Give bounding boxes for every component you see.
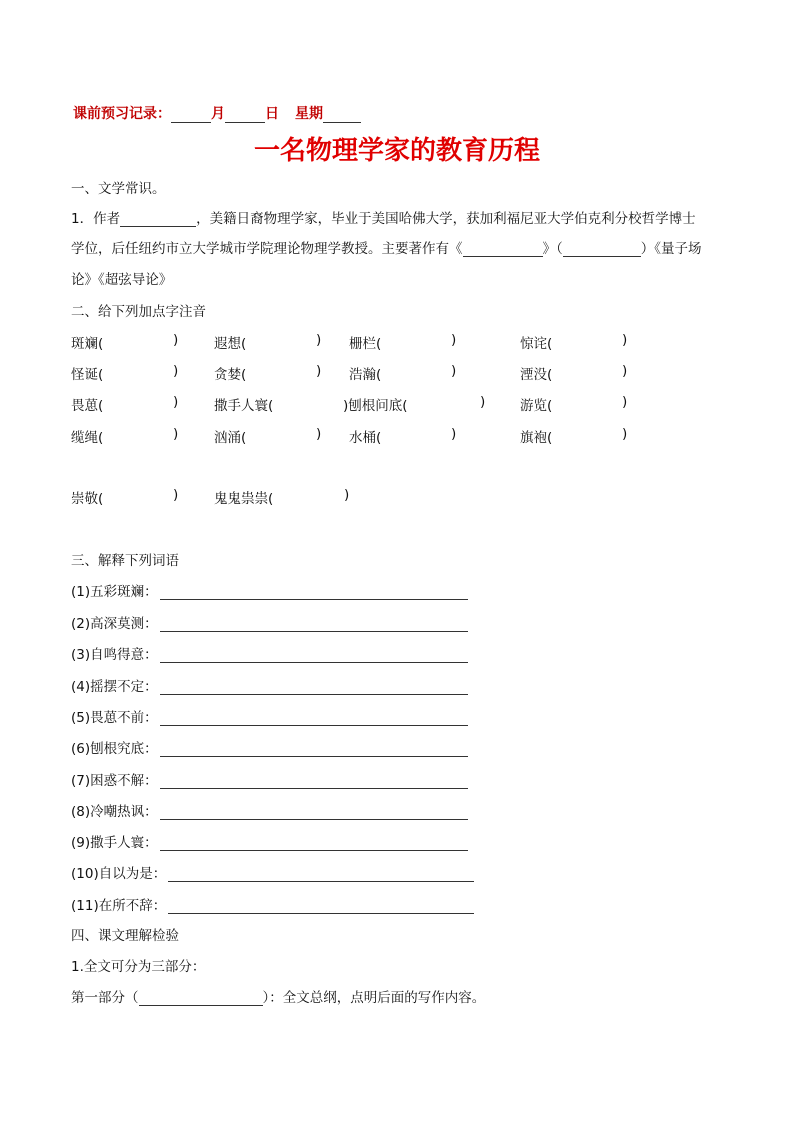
- pinyin-close: ): [173, 394, 179, 410]
- definition-row: [71, 769, 468, 789]
- weekday-label: 星期: [295, 106, 323, 122]
- pinyin-close: ): [173, 363, 179, 379]
- pinyin-item: 贪婪(: [214, 367, 247, 383]
- author-label: 1．作者: [71, 211, 121, 227]
- section-1-line-3: 论》《超弦导论》: [71, 272, 173, 288]
- definition-label: (3)自鸣得意：: [71, 647, 158, 663]
- definition-row: [71, 894, 474, 914]
- pinyin-close: ): [316, 426, 322, 442]
- section-1-line-1: [71, 207, 696, 227]
- pinyin-item: 游览(: [520, 398, 553, 414]
- definition-blank[interactable]: [160, 836, 468, 851]
- pinyin-close: ): [622, 426, 628, 442]
- pinyin-close: ): [173, 426, 179, 442]
- part-1-label: 第一部分（: [71, 990, 139, 1006]
- definition-label: (9)撒手人寰：: [71, 835, 158, 851]
- definition-row: [71, 800, 468, 820]
- definition-row: [71, 643, 468, 663]
- definition-blank[interactable]: [168, 899, 474, 914]
- pinyin-close: ): [622, 363, 628, 379]
- section-1-heading: 一、文学常识。: [71, 181, 166, 197]
- pinyin-close: ): [451, 363, 457, 379]
- works-separator: 》（: [542, 241, 563, 257]
- section-1-line-2: [71, 237, 702, 257]
- preview-record-label: 课前预习记录：: [73, 106, 171, 122]
- pinyin-item: 湮没(: [520, 367, 553, 383]
- definition-row: [71, 706, 468, 726]
- month-label: 月: [211, 106, 225, 122]
- definition-row: [71, 737, 468, 757]
- pinyin-item: 浩瀚(: [349, 367, 382, 383]
- preview-record-header: [73, 103, 361, 123]
- definition-blank[interactable]: [160, 585, 468, 600]
- pinyin-item: 斑斓(: [71, 336, 104, 352]
- pinyin-close: ): [480, 394, 486, 410]
- pinyin-close: ): [316, 363, 322, 379]
- definition-blank[interactable]: [168, 867, 474, 882]
- pinyin-item: 畏葸(: [71, 398, 104, 414]
- definition-label: (6)刨根究底：: [71, 741, 158, 757]
- section-2-heading: 二、给下列加点字注音: [71, 304, 206, 320]
- page-title: 一名物理学家的教育历程: [253, 136, 540, 166]
- author-blank[interactable]: [120, 211, 196, 227]
- author-bio-text: ，美籍日裔物理学家，毕业于美国哈佛大学，获加利福尼亚大学伯克利分校哲学博士: [196, 211, 696, 227]
- part-1-description: ）：全文总纲，点明后面的写作内容。: [262, 990, 486, 1006]
- definition-blank[interactable]: [160, 711, 468, 726]
- definition-label: (8)冷嘲热讽：: [71, 804, 158, 820]
- definition-label: (4)摇摆不定：: [71, 679, 158, 695]
- pinyin-close: ): [622, 332, 628, 348]
- definition-blank[interactable]: [160, 742, 468, 757]
- pinyin-item: 旗袍(: [520, 430, 553, 446]
- pinyin-item: 惊诧(: [520, 336, 553, 352]
- weekday-blank[interactable]: [323, 108, 361, 123]
- definition-label: (2)高深莫测：: [71, 616, 158, 632]
- pinyin-item: 水桶(: [349, 430, 382, 446]
- pinyin-close: ): [173, 487, 179, 503]
- work-1-blank[interactable]: [463, 241, 543, 257]
- definition-blank[interactable]: [160, 774, 468, 789]
- day-label: 日: [265, 106, 279, 122]
- pinyin-item: )刨根问底(: [343, 398, 408, 414]
- pinyin-close: ): [344, 487, 350, 503]
- pinyin-close: ): [316, 332, 322, 348]
- definition-row: [71, 675, 468, 695]
- work-2-blank[interactable]: [563, 241, 641, 257]
- definition-blank[interactable]: [160, 680, 468, 695]
- works-text: 学位，后任纽约市立大学城市学院理论物理学教授。主要著作有《: [71, 241, 463, 257]
- definition-label: (5)畏葸不前：: [71, 710, 158, 726]
- pinyin-item: 缆绳(: [71, 430, 104, 446]
- definition-label: (10)自以为是：: [71, 866, 167, 882]
- pinyin-close: ): [622, 394, 628, 410]
- definition-label: (7)困惑不解：: [71, 773, 158, 789]
- definition-row: [71, 862, 474, 882]
- definition-blank[interactable]: [160, 617, 468, 632]
- month-blank[interactable]: [171, 108, 211, 123]
- definition-row: [71, 831, 468, 851]
- part-1-blank[interactable]: [139, 990, 263, 1006]
- pinyin-item: 遐想(: [214, 336, 247, 352]
- pinyin-item: 崇敬(: [71, 491, 104, 507]
- pinyin-close: ): [451, 426, 457, 442]
- definition-row: [71, 612, 468, 632]
- definition-blank[interactable]: [160, 648, 468, 663]
- definition-row: [71, 580, 468, 600]
- pinyin-item: 栅栏(: [349, 336, 382, 352]
- pinyin-close: ): [451, 332, 457, 348]
- part-1-line: [71, 986, 485, 1006]
- pinyin-item: 撒手人寰(: [214, 398, 274, 414]
- pinyin-close: ): [173, 332, 179, 348]
- pinyin-item: 怪诞(: [71, 367, 104, 383]
- definition-blank[interactable]: [160, 805, 468, 820]
- day-blank[interactable]: [225, 108, 265, 123]
- definition-label: (1)五彩斑斓：: [71, 584, 158, 600]
- section-4-heading: 四、课文理解检验: [71, 928, 179, 944]
- definition-label: (11)在所不辞：: [71, 898, 167, 914]
- question-1: 1.全文可分为三部分：: [71, 959, 206, 975]
- pinyin-item: 鬼鬼祟祟(: [214, 491, 274, 507]
- section-3-heading: 三、解释下列词语: [71, 553, 179, 569]
- pinyin-item: 汹涌(: [214, 430, 247, 446]
- works-text-2: ）《量子场: [640, 241, 702, 257]
